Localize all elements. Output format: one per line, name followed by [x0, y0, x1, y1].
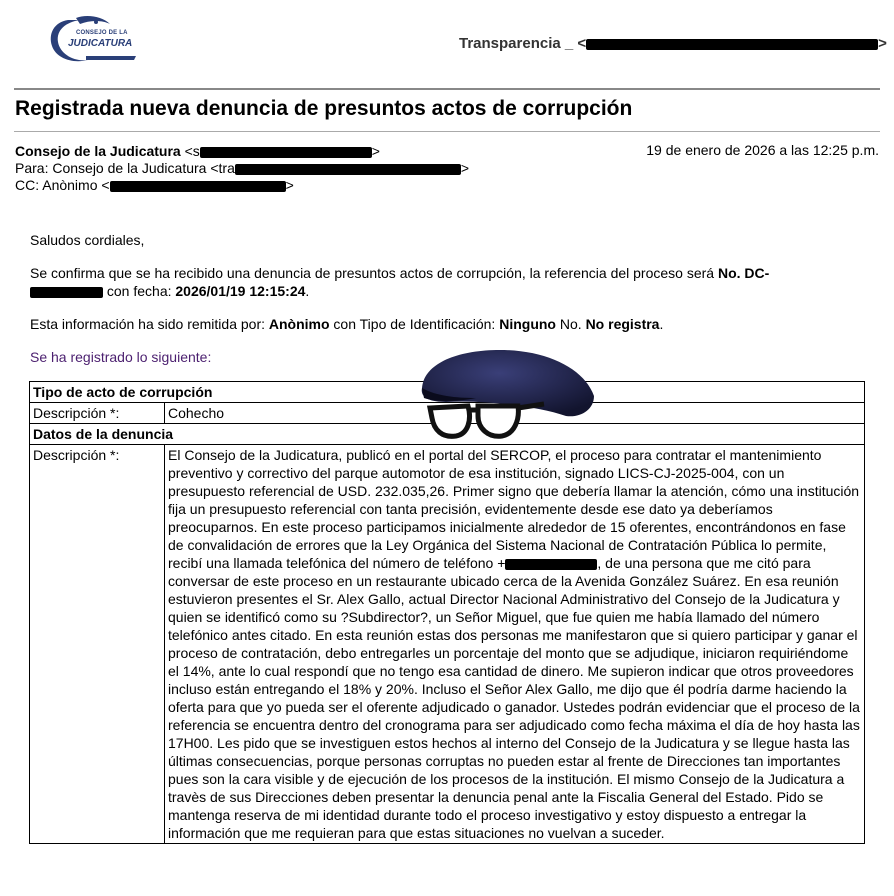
cc-line[interactable]: [15, 177, 294, 194]
from-suffix: >: [371, 143, 380, 159]
remit-paragraph: Esta información ha sido remitida por: Anònimo con Tipo de Identificación: Ninguno No. No registra.: [30, 316, 664, 332]
remit-name: Anònimo: [268, 316, 330, 332]
redacted-email: [235, 164, 461, 175]
divider: [14, 88, 880, 90]
redacted-email: [586, 39, 878, 50]
no-value: No registra: [585, 316, 660, 332]
confirm-paragraph: Se confirma que se ha recibido una denuncia de presuntos actos de corrupción, la referencia del proceso será No. DC- con fecha: 2026/01/19 12:15:24.: [30, 265, 770, 299]
no-text: No.: [555, 316, 586, 332]
divider: [14, 131, 880, 132]
to-prefix: Para: Consejo de la Judicatura <tra: [15, 160, 235, 176]
email-header: [0, 0, 894, 88]
section-datos: Datos de la denuncia: [30, 424, 865, 445]
logo-line1: CONSEJO DE LA: [76, 30, 128, 36]
cc-prefix: CC: Anònimo <: [15, 177, 110, 193]
tipo-text: con Tipo de Identificación:: [329, 316, 500, 332]
remit-text: Esta información ha sido remitida por:: [30, 316, 269, 332]
from-line: [15, 143, 380, 160]
judicatura-logo-icon: [46, 12, 146, 68]
from-name: Consejo de la Judicatura: [15, 143, 181, 159]
fecha-value: 2026/01/19 12:15:24: [175, 283, 306, 299]
to-line[interactable]: [15, 160, 469, 177]
table-row: [30, 445, 865, 844]
row-label: Descripción *:: [30, 445, 165, 844]
header-title: [459, 35, 887, 52]
desc-part1: El Consejo de la Judicatura, publicó en el portal del SERCOP, el proceso para contratar el mantenimiento preventivo y correctivo del parque automotor de esa institución, signado LICS-CJ-2025-004, con un presupuesto referencial de USD. 232.035,26. Primer signo que debería llamar la atención, cómo una institución fija un presupuesto referencial con tanta precisión, evidentemente desde ese dato ya deberíamos preocuparnos. En este proceso participamos inicialmente alrededor de 15 oferentes, encontrándonos en fase de convalidación de errores que la Ley Orgánica del Sistema Nacional de Contratación Pública lo permite, recibí una llamada telefónica del número de teléfono +: [168, 447, 860, 571]
redacted-reference: [30, 287, 103, 298]
email-subject: Registrada nueva denuncia de presuntos actos de corrupción: [15, 97, 633, 120]
confirm-text: Se confirma que se ha recibido una denuncia de presuntos actos de corrupción, la referencia del proceso será: [30, 265, 718, 281]
registered-heading: Se ha registrado lo siguiente:: [30, 349, 212, 365]
to-suffix: >: [460, 160, 470, 176]
cap-glasses-icon: [416, 344, 596, 444]
redacted-email: [110, 181, 286, 192]
cc-suffix: >: [285, 177, 294, 193]
ref-label: No. DC-: [717, 265, 770, 281]
description-text: [165, 445, 865, 844]
redacted-email: [200, 147, 372, 158]
header-title-suffix: >: [878, 35, 887, 52]
denuncia-table: [29, 381, 865, 844]
email-date: 19 de enero de 2026 a las 12:25 p.m.: [646, 142, 879, 158]
tipo-value: Ninguno: [499, 316, 556, 332]
header-title-prefix: Transparencia _ <: [459, 35, 587, 52]
desc-part2: , de una persona que me citó para conversar de este proceso en un restaurante ubicado cerca de la Avenida González Suárez. En esa reunión estuvieron presentes el Sr. Alex Gallo, actual Director Nacional Administrativo del Consejo de la Judicatura y quien se identificó como su ?Subdirector?, un Señor Miguel, que fue quien me había llamado del número telefónico antes citado. En esta reunión estas dos personas me manifestaron que si quiero participar y ganar el proceso de contratación, debo entregarles un porcentaje del monto que se adjudique, iniciaron requiriéndome el 14%, ante lo cual respondí que no tengo esa cantidad de dinero. Me supieron indicar que otros proveedores incluso están entregando el 18% y 20%. Incluso el Señor Alex Gallo, me dijo que él podría darme haciendo la oferta para que yo pueda ser el oferente adjudicado o ganador. Ustedes podrán evidenciar que el proceso de la referencia se encuentra dentro del cronograma para ser adjudicado como fecha máxima el día de hoy hasta las 17H00. Les pido que se investiguen estos hechos al interno del Consejo de la Judicatura y se llegue hasta las últimas consecuencias, porque personas corruptas no pueden estar al frente de Direcciones tan importantes pues son la cara visible y de ejecución de los procesos de la institución. El mismo Consejo de la Judicatura a travès de sus Direcciones deben presentar la denuncia penal ante la Fiscalia General del Estado. Pido se mantenga reserva de mi identidad durante todo el proceso investigativo y estoy dispuesto a entregar la información que me requieran para que estas situaciones no vuelvan a suceder.: [168, 555, 860, 841]
fecha-text: con fecha:: [103, 283, 176, 299]
greeting: Saludos cordiales,: [30, 232, 145, 248]
row-value: Cohecho: [165, 403, 865, 424]
row-label: Descripción *:: [30, 403, 165, 424]
logo-line2: JUDICATURA: [68, 38, 133, 49]
from-prefix: <s: [184, 143, 200, 159]
redacted-phone: [505, 559, 597, 570]
section-tipo: Tipo de acto de corrupción: [30, 382, 865, 403]
